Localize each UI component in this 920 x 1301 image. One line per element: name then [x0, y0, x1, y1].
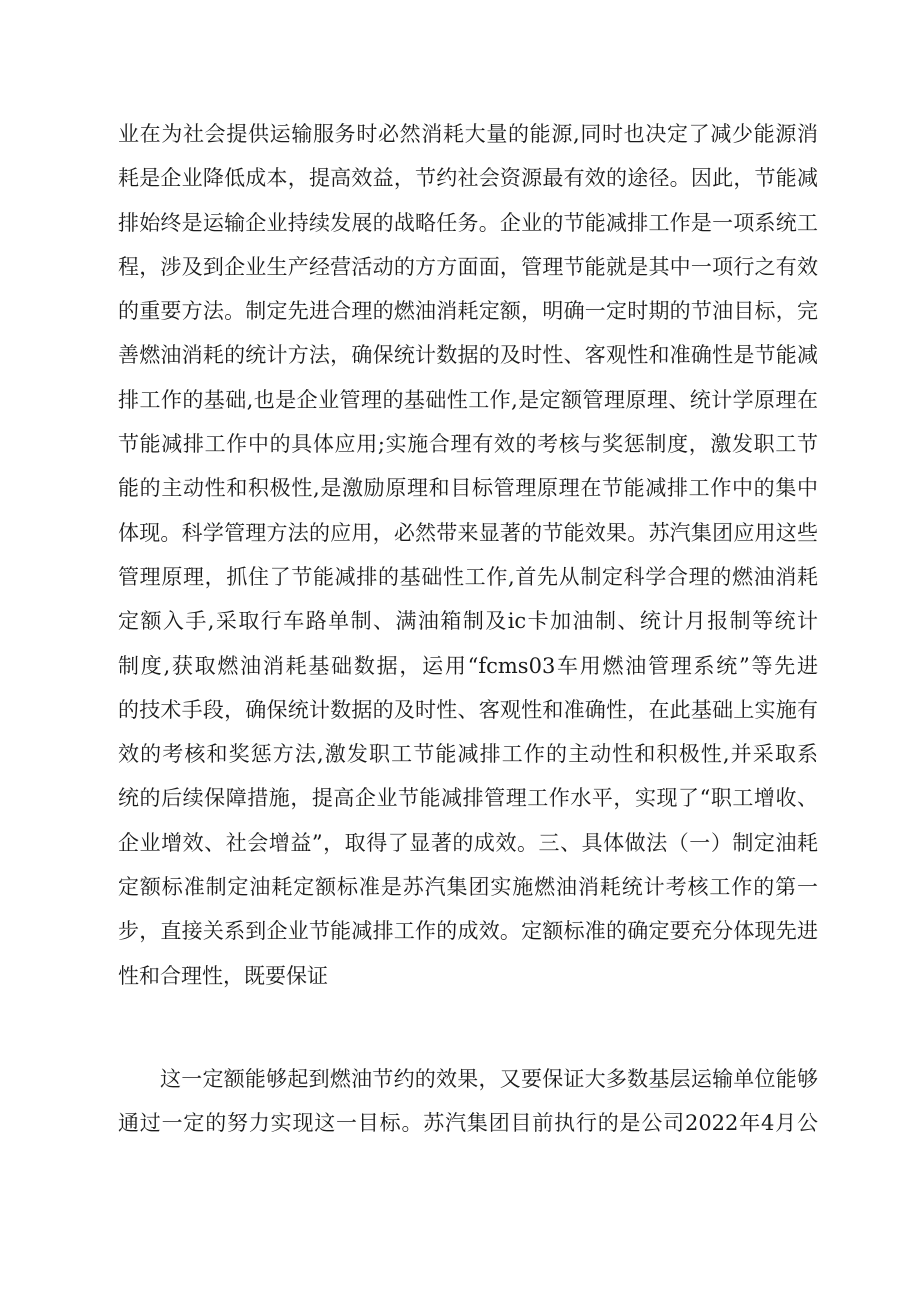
paragraph-line: 管理原理，抓住了节能减排的基础性工作,首先从制定科学合理的燃油消耗	[118, 564, 818, 589]
paragraph-line: 体现。科学管理方法的应用，必然带来显著的节能效果。苏汽集团应用这些	[118, 520, 818, 545]
paragraph-line: 性和合理性，既要保证	[118, 963, 328, 988]
paragraph-line: 企业增效、社会增益”，取得了显著的成效。三、具体做法（一）制定油耗	[118, 830, 818, 855]
paragraph-line: 的技术手段，确保统计数据的及时性、客观性和准确性，在此基础上实施有	[118, 697, 818, 722]
paragraph-line: 这一定额能够起到燃油节约的效果，又要保证大多数基层运输单位能够	[160, 1067, 818, 1091]
paragraph-line: 制度,获取燃油消耗基础数据，运用“fcms03车用燃油管理系统”等先进	[118, 653, 818, 678]
paragraph-line: 节能减排工作中的具体应用;实施合理有效的考核与奖惩制度，激发职工节	[118, 432, 818, 457]
paragraph-2	[118, 1057, 818, 1146]
paragraph-line: 的重要方法。制定先进合理的燃油消耗定额，明确一定时期的节油目标，完	[118, 299, 818, 324]
paragraph-line: 耗是企业降低成本，提高效益，节约社会资源最有效的途径。因此，节能减	[118, 166, 818, 191]
paragraph-line: 效的考核和奖惩方法,激发职工节能减排工作的主动性和积极性,并采取系	[118, 742, 818, 767]
paragraph-1	[118, 112, 818, 998]
paragraph-line: 善燃油消耗的统计方法，确保统计数据的及时性、客观性和准确性是节能减	[118, 343, 818, 368]
paragraph-line: 通过一定的努力实现这一目标。苏汽集团目前执行的是公司2022年4月公	[118, 1111, 818, 1136]
paragraph-line: 统的后续保障措施，提高企业节能减排管理工作水平，实现了“职工增收、	[118, 786, 818, 811]
paragraph-line: 程，涉及到企业生产经营活动的方方面面，管理节能就是其中一项行之有效	[118, 254, 818, 279]
paragraph-line: 定额标准制定油耗定额标准是苏汽集团实施燃油消耗统计考核工作的第一	[118, 875, 818, 900]
paragraph-line: 业在为社会提供运输服务时必然消耗大量的能源,同时也决定了减少能源消	[118, 122, 818, 146]
paragraph-line: 步，直接关系到企业节能减排工作的成效。定额标准的确定要充分体现先进	[118, 919, 818, 944]
paragraph-line: 排始终是运输企业持续发展的战略任务。企业的节能减排工作是一项系统工	[118, 210, 818, 235]
paragraph-line: 定额入手,采取行车路单制、满油箱制及ic卡加油制、统计月报制等统计	[118, 609, 818, 634]
paragraph-line: 能的主动性和积极性,是激励原理和目标管理原理在节能减排工作中的集中	[118, 476, 818, 501]
paragraph-line: 排工作的基础,也是企业管理的基础性工作,是定额管理原理、统计学原理在	[118, 387, 818, 412]
